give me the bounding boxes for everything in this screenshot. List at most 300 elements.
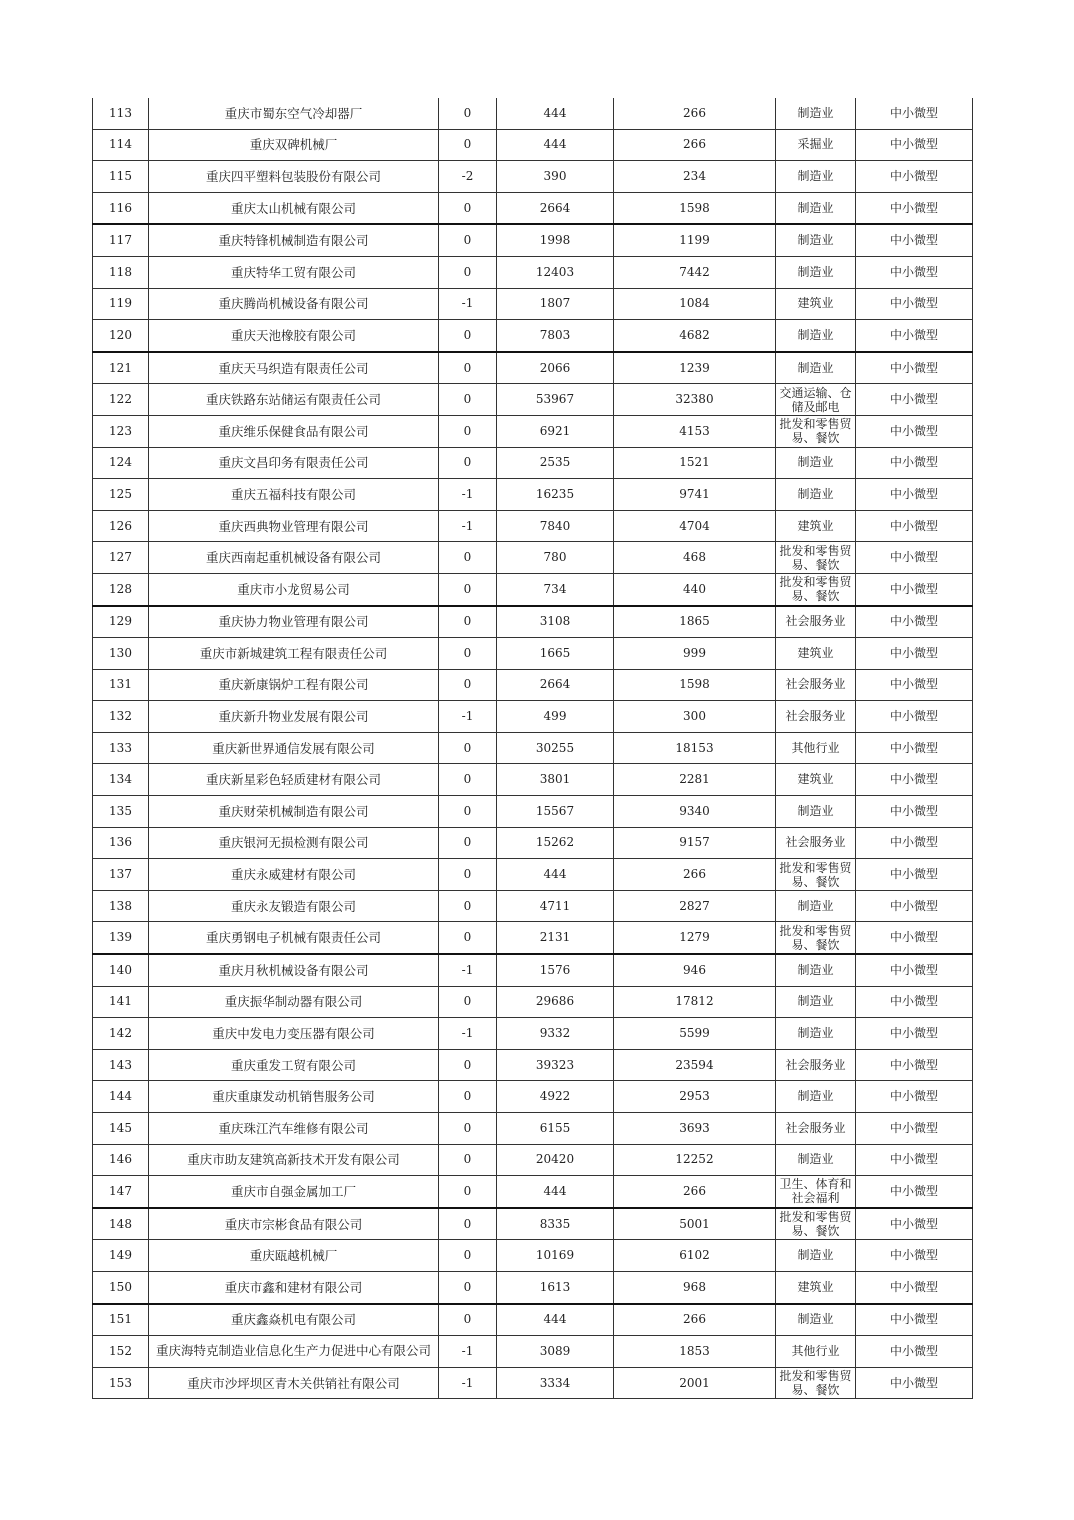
subsidy-cell: 1521 — [614, 447, 776, 479]
industry-cell: 批发和零售贸易、餐饮 — [776, 859, 856, 891]
row-number-cell: 149 — [93, 1240, 149, 1272]
enterprise-size-cell: 中小微型 — [856, 256, 973, 288]
change-cell: 0 — [439, 732, 497, 764]
enterprise-size-cell: 中小微型 — [856, 98, 973, 129]
row-number-cell: 123 — [93, 415, 149, 447]
amount-cell: 16235 — [497, 479, 614, 511]
subsidy-cell: 999 — [614, 638, 776, 670]
company-name-cell: 重庆市新城建筑工程有限责任公司 — [149, 638, 439, 670]
change-cell: 0 — [439, 542, 497, 574]
amount-cell: 1998 — [497, 224, 614, 256]
subsidy-cell: 9340 — [614, 796, 776, 828]
row-number-cell: 115 — [93, 161, 149, 193]
amount-cell: 8335 — [497, 1208, 614, 1240]
table-row — [93, 764, 973, 796]
change-cell: 0 — [439, 638, 497, 670]
amount-cell: 2066 — [497, 352, 614, 384]
row-number-cell: 143 — [93, 1049, 149, 1081]
change-cell: 0 — [439, 352, 497, 384]
industry-cell: 建筑业 — [776, 510, 856, 542]
change-cell: 0 — [439, 606, 497, 638]
company-name-cell: 重庆特华工贸有限公司 — [149, 256, 439, 288]
amount-cell: 12403 — [497, 256, 614, 288]
enterprise-size-cell: 中小微型 — [856, 1336, 973, 1368]
industry-cell: 制造业 — [776, 224, 856, 256]
industry-cell: 制造业 — [776, 161, 856, 193]
subsidy-cell: 2281 — [614, 764, 776, 796]
subsidy-cell: 1199 — [614, 224, 776, 256]
amount-cell: 6155 — [497, 1113, 614, 1145]
company-name-cell: 重庆双碑机械厂 — [149, 129, 439, 161]
company-name-cell: 重庆市自强金属加工厂 — [149, 1176, 439, 1208]
change-cell: 0 — [439, 764, 497, 796]
subsidy-cell: 266 — [614, 1304, 776, 1336]
table-row — [93, 288, 973, 320]
industry-cell: 批发和零售贸易、餐饮 — [776, 415, 856, 447]
company-name-cell: 重庆勇钢电子机械有限责任公司 — [149, 922, 439, 954]
enterprise-size-cell: 中小微型 — [856, 1304, 973, 1336]
amount-cell: 7803 — [497, 320, 614, 352]
industry-cell: 制造业 — [776, 352, 856, 384]
amount-cell: 53967 — [497, 384, 614, 416]
industry-cell: 建筑业 — [776, 288, 856, 320]
table-row — [93, 1208, 973, 1240]
subsidy-cell: 9157 — [614, 827, 776, 859]
industry-cell: 制造业 — [776, 1081, 856, 1113]
subsidy-cell: 2827 — [614, 890, 776, 922]
table-row — [93, 701, 973, 733]
amount-cell: 39323 — [497, 1049, 614, 1081]
amount-cell: 15567 — [497, 796, 614, 828]
industry-cell: 批发和零售贸易、餐饮 — [776, 1367, 856, 1399]
enterprise-size-cell: 中小微型 — [856, 986, 973, 1018]
enterprise-size-cell: 中小微型 — [856, 161, 973, 193]
amount-cell: 2664 — [497, 192, 614, 224]
industry-cell: 卫生、体育和社会福利 — [776, 1176, 856, 1208]
table-row — [93, 669, 973, 701]
enterprise-size-cell: 中小微型 — [856, 890, 973, 922]
row-number-cell: 151 — [93, 1304, 149, 1336]
subsidy-cell: 3693 — [614, 1113, 776, 1145]
industry-cell: 社会服务业 — [776, 827, 856, 859]
row-number-cell: 152 — [93, 1336, 149, 1368]
subsidy-cell: 234 — [614, 161, 776, 193]
enterprise-size-cell: 中小微型 — [856, 320, 973, 352]
company-name-cell: 重庆西典物业管理有限公司 — [149, 510, 439, 542]
change-cell: -1 — [439, 288, 497, 320]
change-cell: 0 — [439, 1304, 497, 1336]
row-number-cell: 146 — [93, 1144, 149, 1176]
subsidy-cell: 5599 — [614, 1018, 776, 1050]
row-number-cell: 116 — [93, 192, 149, 224]
row-number-cell: 128 — [93, 573, 149, 605]
table-row — [93, 573, 973, 605]
industry-cell: 建筑业 — [776, 638, 856, 670]
change-cell: -1 — [439, 954, 497, 986]
subsidy-cell: 1598 — [614, 669, 776, 701]
amount-cell: 1576 — [497, 954, 614, 986]
enterprise-size-cell: 中小微型 — [856, 638, 973, 670]
industry-cell: 制造业 — [776, 256, 856, 288]
enterprise-size-cell: 中小微型 — [856, 1176, 973, 1208]
row-number-cell: 118 — [93, 256, 149, 288]
amount-cell: 444 — [497, 129, 614, 161]
table-row — [93, 606, 973, 638]
enterprise-size-cell: 中小微型 — [856, 510, 973, 542]
enterprise-size-cell: 中小微型 — [856, 352, 973, 384]
row-number-cell: 114 — [93, 129, 149, 161]
row-number-cell: 120 — [93, 320, 149, 352]
industry-cell: 制造业 — [776, 954, 856, 986]
industry-cell: 制造业 — [776, 320, 856, 352]
company-name-cell: 重庆市助友建筑高新技术开发有限公司 — [149, 1144, 439, 1176]
company-name-cell: 重庆天马织造有限责任公司 — [149, 352, 439, 384]
subsidy-cell: 266 — [614, 1176, 776, 1208]
row-number-cell: 139 — [93, 922, 149, 954]
company-name-cell: 重庆重发工贸有限公司 — [149, 1049, 439, 1081]
change-cell: 0 — [439, 256, 497, 288]
company-name-cell: 重庆永友锻造有限公司 — [149, 890, 439, 922]
enterprise-size-cell: 中小微型 — [856, 954, 973, 986]
enterprise-size-cell: 中小微型 — [856, 447, 973, 479]
amount-cell: 6921 — [497, 415, 614, 447]
table-row — [93, 638, 973, 670]
change-cell: 0 — [439, 986, 497, 1018]
company-name-cell: 重庆中发电力变压器有限公司 — [149, 1018, 439, 1050]
enterprise-size-cell: 中小微型 — [856, 606, 973, 638]
table-row — [93, 352, 973, 384]
change-cell: 0 — [439, 384, 497, 416]
subsidy-cell: 32380 — [614, 384, 776, 416]
amount-cell: 390 — [497, 161, 614, 193]
amount-cell: 20420 — [497, 1144, 614, 1176]
company-name-cell: 重庆文昌印务有限责任公司 — [149, 447, 439, 479]
company-name-cell: 重庆财荣机械制造有限公司 — [149, 796, 439, 828]
amount-cell: 9332 — [497, 1018, 614, 1050]
row-number-cell: 140 — [93, 954, 149, 986]
enterprise-size-cell: 中小微型 — [856, 1208, 973, 1240]
amount-cell: 3108 — [497, 606, 614, 638]
change-cell: 0 — [439, 1113, 497, 1145]
table-row — [93, 1018, 973, 1050]
company-name-cell: 重庆维乐保健食品有限公司 — [149, 415, 439, 447]
industry-cell: 制造业 — [776, 890, 856, 922]
subsidy-cell: 12252 — [614, 1144, 776, 1176]
amount-cell: 3801 — [497, 764, 614, 796]
table-row — [93, 796, 973, 828]
subsidy-cell: 23594 — [614, 1049, 776, 1081]
enterprise-size-cell: 中小微型 — [856, 1367, 973, 1399]
industry-cell: 社会服务业 — [776, 1049, 856, 1081]
amount-cell: 7840 — [497, 510, 614, 542]
industry-cell: 制造业 — [776, 1304, 856, 1336]
industry-cell: 制造业 — [776, 479, 856, 511]
table-row — [93, 954, 973, 986]
amount-cell: 3334 — [497, 1367, 614, 1399]
table-row — [93, 890, 973, 922]
row-number-cell: 134 — [93, 764, 149, 796]
subsidy-cell: 2001 — [614, 1367, 776, 1399]
enterprise-size-cell: 中小微型 — [856, 192, 973, 224]
row-number-cell: 122 — [93, 384, 149, 416]
subsidy-cell: 1865 — [614, 606, 776, 638]
subsidy-cell: 1239 — [614, 352, 776, 384]
change-cell: 0 — [439, 1049, 497, 1081]
amount-cell: 1665 — [497, 638, 614, 670]
table-row — [93, 1240, 973, 1272]
row-number-cell: 129 — [93, 606, 149, 638]
table-row — [93, 732, 973, 764]
table-row — [93, 256, 973, 288]
row-number-cell: 136 — [93, 827, 149, 859]
row-number-cell: 125 — [93, 479, 149, 511]
subsidy-cell: 18153 — [614, 732, 776, 764]
company-name-cell: 重庆新康锅炉工程有限公司 — [149, 669, 439, 701]
industry-cell: 制造业 — [776, 1240, 856, 1272]
subsidy-cell: 9741 — [614, 479, 776, 511]
company-name-cell: 重庆西南起重机械设备有限公司 — [149, 542, 439, 574]
table-row — [93, 1271, 973, 1303]
amount-cell: 444 — [497, 1176, 614, 1208]
amount-cell: 15262 — [497, 827, 614, 859]
table-row — [93, 192, 973, 224]
industry-cell: 社会服务业 — [776, 669, 856, 701]
industry-cell: 建筑业 — [776, 764, 856, 796]
change-cell: 0 — [439, 922, 497, 954]
company-name-cell: 重庆四平塑料包装股份有限公司 — [149, 161, 439, 193]
row-number-cell: 124 — [93, 447, 149, 479]
change-cell: 0 — [439, 890, 497, 922]
amount-cell: 30255 — [497, 732, 614, 764]
company-name-cell: 重庆珠江汽车维修有限公司 — [149, 1113, 439, 1145]
subsidy-cell: 6102 — [614, 1240, 776, 1272]
industry-cell: 制造业 — [776, 447, 856, 479]
table-row — [93, 447, 973, 479]
company-name-cell: 重庆协力物业管理有限公司 — [149, 606, 439, 638]
subsidy-cell: 5001 — [614, 1208, 776, 1240]
company-name-cell: 重庆振华制动器有限公司 — [149, 986, 439, 1018]
row-number-cell: 130 — [93, 638, 149, 670]
amount-cell: 4711 — [497, 890, 614, 922]
company-name-cell: 重庆市鑫和建材有限公司 — [149, 1271, 439, 1303]
industry-cell: 社会服务业 — [776, 701, 856, 733]
data-table — [92, 98, 973, 1399]
row-number-cell: 153 — [93, 1367, 149, 1399]
industry-cell: 制造业 — [776, 98, 856, 129]
row-number-cell: 144 — [93, 1081, 149, 1113]
row-number-cell: 132 — [93, 701, 149, 733]
enterprise-size-cell: 中小微型 — [856, 859, 973, 891]
enterprise-size-cell: 中小微型 — [856, 764, 973, 796]
enterprise-size-cell: 中小微型 — [856, 701, 973, 733]
table-row — [93, 415, 973, 447]
subsidy-cell: 17812 — [614, 986, 776, 1018]
company-name-cell: 重庆天池橡胶有限公司 — [149, 320, 439, 352]
enterprise-size-cell: 中小微型 — [856, 288, 973, 320]
industry-cell: 建筑业 — [776, 1271, 856, 1303]
row-number-cell: 138 — [93, 890, 149, 922]
table-row — [93, 479, 973, 511]
change-cell: -1 — [439, 701, 497, 733]
table-row — [93, 1144, 973, 1176]
enterprise-size-cell: 中小微型 — [856, 1113, 973, 1145]
change-cell: 0 — [439, 192, 497, 224]
company-name-cell: 重庆特锋机械制造有限公司 — [149, 224, 439, 256]
row-number-cell: 119 — [93, 288, 149, 320]
enterprise-size-cell: 中小微型 — [856, 827, 973, 859]
subsidy-cell: 4153 — [614, 415, 776, 447]
change-cell: -1 — [439, 1018, 497, 1050]
enterprise-size-cell: 中小微型 — [856, 224, 973, 256]
table-row — [93, 922, 973, 954]
change-cell: 0 — [439, 669, 497, 701]
amount-cell: 444 — [497, 98, 614, 129]
enterprise-size-cell: 中小微型 — [856, 479, 973, 511]
row-number-cell: 131 — [93, 669, 149, 701]
change-cell: -2 — [439, 161, 497, 193]
change-cell: 0 — [439, 1271, 497, 1303]
row-number-cell: 148 — [93, 1208, 149, 1240]
change-cell: -1 — [439, 1367, 497, 1399]
industry-cell: 制造业 — [776, 192, 856, 224]
subsidy-cell: 7442 — [614, 256, 776, 288]
industry-cell: 批发和零售贸易、餐饮 — [776, 573, 856, 605]
amount-cell: 499 — [497, 701, 614, 733]
enterprise-size-cell: 中小微型 — [856, 1049, 973, 1081]
change-cell: 0 — [439, 796, 497, 828]
amount-cell: 2131 — [497, 922, 614, 954]
table-row — [93, 161, 973, 193]
table-row — [93, 1113, 973, 1145]
industry-cell: 制造业 — [776, 796, 856, 828]
industry-cell: 制造业 — [776, 1018, 856, 1050]
subsidy-cell: 266 — [614, 859, 776, 891]
company-name-cell: 重庆永威建材有限公司 — [149, 859, 439, 891]
subsidy-cell: 968 — [614, 1271, 776, 1303]
change-cell: -1 — [439, 1336, 497, 1368]
subsidy-cell: 4682 — [614, 320, 776, 352]
amount-cell: 2535 — [497, 447, 614, 479]
industry-cell: 社会服务业 — [776, 606, 856, 638]
enterprise-size-cell: 中小微型 — [856, 922, 973, 954]
row-number-cell: 113 — [93, 98, 149, 129]
company-name-cell: 重庆腾尚机械设备有限公司 — [149, 288, 439, 320]
amount-cell: 444 — [497, 859, 614, 891]
company-name-cell: 重庆市沙坪坝区青木关供销社有限公司 — [149, 1367, 439, 1399]
subsidy-cell: 300 — [614, 701, 776, 733]
industry-cell: 批发和零售贸易、餐饮 — [776, 1208, 856, 1240]
row-number-cell: 142 — [93, 1018, 149, 1050]
industry-cell: 制造业 — [776, 986, 856, 1018]
company-name-cell: 重庆太山机械有限公司 — [149, 192, 439, 224]
enterprise-size-cell: 中小微型 — [856, 1081, 973, 1113]
change-cell: 0 — [439, 415, 497, 447]
company-name-cell: 重庆市宗彬食品有限公司 — [149, 1208, 439, 1240]
change-cell: 0 — [439, 1176, 497, 1208]
row-number-cell: 135 — [93, 796, 149, 828]
enterprise-size-cell: 中小微型 — [856, 129, 973, 161]
change-cell: 0 — [439, 447, 497, 479]
row-number-cell: 145 — [93, 1113, 149, 1145]
enterprise-size-cell: 中小微型 — [856, 1018, 973, 1050]
enterprise-size-cell: 中小微型 — [856, 1240, 973, 1272]
change-cell: -1 — [439, 510, 497, 542]
change-cell: 0 — [439, 827, 497, 859]
row-number-cell: 133 — [93, 732, 149, 764]
table-row — [93, 384, 973, 416]
amount-cell: 4922 — [497, 1081, 614, 1113]
amount-cell: 29686 — [497, 986, 614, 1018]
change-cell: 0 — [439, 1081, 497, 1113]
table-row — [93, 1049, 973, 1081]
subsidy-cell: 440 — [614, 573, 776, 605]
enterprise-size-cell: 中小微型 — [856, 796, 973, 828]
row-number-cell: 117 — [93, 224, 149, 256]
table-row — [93, 859, 973, 891]
amount-cell: 10169 — [497, 1240, 614, 1272]
company-name-cell: 重庆铁路东站储运有限责任公司 — [149, 384, 439, 416]
company-name-cell: 重庆新世界通信发展有限公司 — [149, 732, 439, 764]
subsidy-cell: 946 — [614, 954, 776, 986]
subsidy-cell: 1084 — [614, 288, 776, 320]
company-name-cell: 重庆重康发动机销售服务公司 — [149, 1081, 439, 1113]
change-cell: 0 — [439, 1208, 497, 1240]
row-number-cell: 126 — [93, 510, 149, 542]
row-number-cell: 121 — [93, 352, 149, 384]
amount-cell: 1807 — [497, 288, 614, 320]
table-row — [93, 510, 973, 542]
table-row — [93, 827, 973, 859]
table-row — [93, 542, 973, 574]
row-number-cell: 137 — [93, 859, 149, 891]
change-cell: 0 — [439, 1240, 497, 1272]
company-name-cell: 重庆市蜀东空气冷却器厂 — [149, 98, 439, 129]
table-row — [93, 986, 973, 1018]
amount-cell: 3089 — [497, 1336, 614, 1368]
enterprise-size-cell: 中小微型 — [856, 542, 973, 574]
amount-cell: 444 — [497, 1304, 614, 1336]
change-cell: 0 — [439, 98, 497, 129]
industry-cell: 批发和零售贸易、餐饮 — [776, 542, 856, 574]
table-row — [93, 1336, 973, 1368]
change-cell: -1 — [439, 479, 497, 511]
table-row — [93, 224, 973, 256]
subsidy-cell: 468 — [614, 542, 776, 574]
subsidy-cell: 1598 — [614, 192, 776, 224]
row-number-cell: 141 — [93, 986, 149, 1018]
change-cell: 0 — [439, 1144, 497, 1176]
row-number-cell: 150 — [93, 1271, 149, 1303]
company-name-cell: 重庆五福科技有限公司 — [149, 479, 439, 511]
change-cell: 0 — [439, 859, 497, 891]
amount-cell: 2664 — [497, 669, 614, 701]
table-row — [93, 320, 973, 352]
subsidy-cell: 1279 — [614, 922, 776, 954]
enterprise-size-cell: 中小微型 — [856, 1144, 973, 1176]
change-cell: 0 — [439, 224, 497, 256]
row-number-cell: 127 — [93, 542, 149, 574]
amount-cell: 780 — [497, 542, 614, 574]
industry-cell: 其他行业 — [776, 732, 856, 764]
table-row — [93, 1367, 973, 1399]
table-row — [93, 129, 973, 161]
subsidy-cell: 2953 — [614, 1081, 776, 1113]
company-name-cell: 重庆银河无损检测有限公司 — [149, 827, 439, 859]
company-name-cell: 重庆海特克制造业信息化生产力促进中心有限公司 — [149, 1336, 439, 1368]
enterprise-size-cell: 中小微型 — [856, 384, 973, 416]
enterprise-size-cell: 中小微型 — [856, 669, 973, 701]
enterprise-size-cell: 中小微型 — [856, 573, 973, 605]
